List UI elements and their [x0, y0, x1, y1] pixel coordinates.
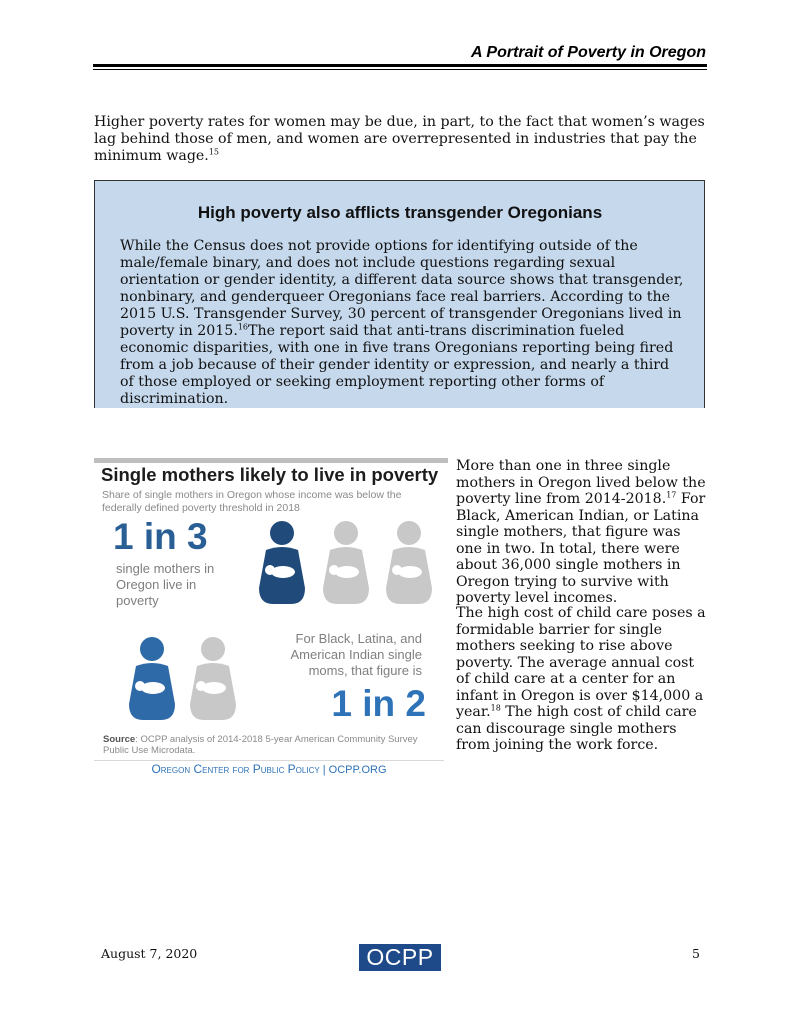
child-care-paragraph: [456, 605, 708, 754]
mother-icon-gray: [380, 520, 438, 606]
footer-date: August 7, 2020: [101, 946, 198, 961]
footnote-15: 15: [208, 147, 219, 157]
infographic-top-bar: [94, 458, 448, 463]
ocpp-logo-text: OCPP: [366, 944, 434, 970]
header-rule-thick: [93, 64, 707, 67]
mother-icon-highlighted: [123, 636, 181, 722]
callout-body: [120, 238, 686, 408]
credit-separator: |: [319, 764, 329, 776]
footnote-17: 17: [666, 490, 677, 500]
callout-body-b: The report said that anti-trans discrimination fueled economic disparities, with one in five trans Oregonians reporting being fired from a job because of their gender identity or expression, and nearly a third of those employed or seeking employment reporting other forms of discrimination.: [120, 323, 674, 407]
intro-text: Higher poverty rates for women may be due, in part, to the fact that women’s wages lag behind those of men, and women are overrepresented in industries that pay the minimum wage.: [94, 114, 705, 164]
single-mothers-paragraph: [456, 458, 708, 607]
infographic-credit: [94, 760, 444, 776]
callout-body-a: While the Census does not provide options for identifying outside of the male/female binary, and does not include questions regarding sexual orientation or gender identity, a different data source shows that transgender, nonbinary, and genderqueer Oregonians face real barriers. According to the 2015 U.S. Transgender Survey, 30 percent of transgender Oregonians lived in poverty in 2015.: [120, 238, 684, 339]
credit-url: OCPP.ORG: [328, 764, 387, 776]
infographic-title: Single mothers likely to live in poverty: [101, 464, 439, 485]
header-rule-thin: [93, 69, 707, 70]
mother-icon-gray: [317, 520, 375, 606]
ocpp-logo: [359, 944, 441, 971]
page-number: 5: [692, 946, 700, 961]
stat-one-in-three: 1 in 3: [113, 516, 208, 557]
p1-text-a: More than one in three single mothers in Oregon lived below the poverty line from 2014-2018.: [456, 458, 706, 507]
p2-text-a: The high cost of child care poses a formidable barrier for single mothers seeking to rise above poverty. The average annual cost of child care at a center for an infant in Oregon is over $14,000 a year.: [456, 605, 706, 720]
footnote-16: 16: [237, 322, 249, 332]
source-label: Source: [103, 734, 136, 745]
stat-one-in-two-description: For Black, Latina, and American Indian single moms, that figure is: [290, 631, 422, 678]
mother-icon-gray: [184, 636, 242, 722]
intro-paragraph: [94, 114, 706, 165]
p1-text-b: For Black, American Indian, or Latina single mothers, that figure was one in two. In total, there were about 36,000 single mothers in Oregon trying to survive with poverty level incomes.: [456, 491, 706, 606]
p2-text-b: The high cost of child care can discourage single mothers from joining the work force.: [456, 704, 697, 753]
stat-one-in-three-description: single mothers in Oregon live in poverty: [116, 561, 215, 608]
footnote-18: 18: [490, 703, 501, 713]
infographic-source: [103, 734, 433, 756]
credit-org: Oregon Center for Public Policy: [151, 762, 320, 776]
infographic-subtitle: Share of single mothers in Oregon whose income was below the federally defined poverty threshold in 2018: [102, 489, 402, 514]
page-header-title: A Portrait of Poverty in Oregon: [471, 44, 706, 61]
source-text: : OCPP analysis of 2014-2018 5-year American Community Survey Public Use Microdata.: [103, 734, 418, 756]
mother-icon-highlighted: [253, 520, 311, 606]
callout-title: High poverty also afflicts transgender Oregonians: [197, 203, 603, 222]
stat-one-in-two: 1 in 2: [331, 683, 426, 724]
